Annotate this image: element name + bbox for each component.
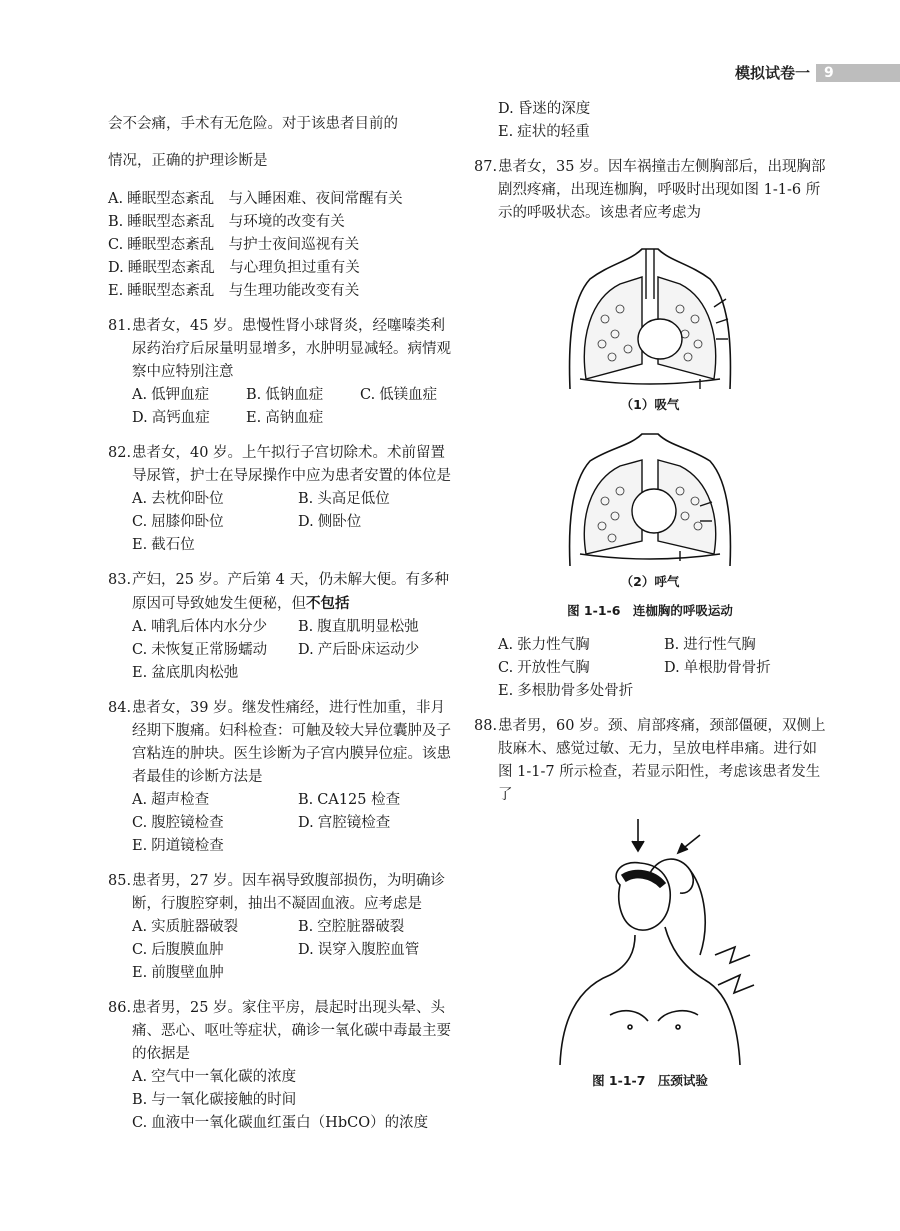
option-d: D. 产后卧床运动少	[298, 641, 420, 658]
question-stem: 85.患者男，27 岁。因车祸导致腹部损伤，为明确诊断，行腹腔穿刺，抽出不凝固血液。应考虑是	[108, 872, 446, 912]
options	[108, 488, 456, 557]
option-d: D. 睡眠型态紊乱 与心理负担过重有关	[108, 259, 360, 276]
option-c: C. 屈膝仰卧位	[132, 513, 224, 530]
option-c: C. 腹腔镜检查	[132, 814, 224, 831]
options	[108, 616, 456, 685]
option-e: E. 前腹壁血肿	[132, 964, 224, 981]
stem-line: 情况，正确的护理诊断是	[108, 153, 268, 169]
option-c: C. 未恢复正常肠蠕动	[132, 641, 268, 658]
option-a: A. 哺乳后体内水分少	[132, 618, 268, 635]
question-88	[474, 715, 826, 1092]
option-b: B. 头高足低位	[298, 490, 390, 507]
option-a: A. 超声检查	[132, 791, 210, 808]
question-81	[108, 315, 456, 430]
exhale-chest-illustration	[550, 426, 750, 566]
option-e: E. 高钠血症	[246, 409, 324, 426]
question-80-continued	[108, 113, 456, 303]
figure-caption: 图 1-1-6 连枷胸的呼吸运动	[567, 603, 733, 618]
options	[108, 1066, 456, 1135]
options	[108, 916, 456, 985]
page-header	[0, 62, 900, 84]
option-b: B. 进行性气胸	[664, 637, 756, 653]
neck-compression-illustration	[540, 815, 760, 1065]
question-85	[108, 870, 456, 985]
option-c: C. 睡眠型态紊乱 与护士夜间巡视有关	[108, 236, 360, 253]
option-d: D. 昏迷的深度	[498, 101, 591, 117]
running-title: 模拟试卷一	[734, 64, 810, 82]
question-83	[108, 569, 456, 685]
question-84	[108, 697, 456, 858]
option-d: D. 侧卧位	[298, 513, 362, 530]
option-d: D. 宫腔镜检查	[298, 814, 391, 831]
right-column	[474, 98, 826, 1104]
options	[474, 634, 826, 703]
option-e: E. 多根肋骨多处骨折	[498, 683, 634, 699]
option-c: C. 开放性气胸	[498, 660, 590, 676]
option-c: C. 血液中一氧化碳血红蛋白（HbCO）的浓度	[132, 1114, 429, 1131]
option-e: E. 睡眠型态紊乱 与生理功能改变有关	[108, 282, 360, 299]
question-stem: 84.患者女，39 岁。继发性痛经，进行性加重，非月经期下腹痛。妇科检查：可触及较大异位囊肿及子宫粘连的肿块。医生诊断为子宫内膜异位症。该患者最佳的诊断方法是	[108, 699, 451, 785]
figure-subcaption-exhale: （2）呼气	[620, 574, 680, 589]
option-b: B. CA125 检查	[298, 791, 401, 808]
option-e: E. 盆底肌肉松弛	[132, 664, 239, 681]
question-stem: 86.患者男，25 岁。家住平房，晨起时出现头晕、头痛、恶心、呕吐等症状，确诊一氧化碳中毒最主要的依据是	[108, 999, 451, 1062]
option-d: D. 单根肋骨骨折	[664, 660, 771, 676]
option-e: E. 阴道镜检查	[132, 837, 224, 854]
options	[474, 98, 826, 144]
page-number-tab	[816, 64, 900, 82]
options	[108, 384, 456, 430]
figure-caption: 图 1-1-7 压颈试验	[592, 1073, 708, 1088]
question-stem: 88.患者男，60 岁。颈、肩部疼痛，颈部僵硬，双侧上肢麻木、感觉过敏、无力，呈放电样串痛。进行如图 1-1-7 所示检查，若显示阳性，考虑该患者发生了	[474, 718, 826, 803]
question-86-continued	[474, 98, 826, 144]
question-stem: 87.患者女，35 岁。因车祸撞击左侧胸部后，出现胸部剧烈疼痛，出现连枷胸，呼吸时出现如图 1-1-6 所示的呼吸状态。该患者应考虑为	[474, 159, 826, 221]
option-a: A. 低钾血症	[132, 386, 210, 403]
question-87	[474, 156, 826, 703]
question-stem: 81.患者女，45 岁。患慢性肾小球肾炎，经噻嗪类利尿药治疗后尿量明显增多，水肿明显减轻。病情观察中应特别注意	[108, 317, 451, 380]
options	[108, 789, 456, 858]
option-c: C. 后腹膜血肿	[132, 941, 224, 958]
option-a: A. 实质脏器破裂	[132, 918, 239, 935]
emphasis-text: 不包括	[306, 594, 350, 612]
option-a: A. 睡眠型态紊乱 与入睡困难、夜间常醒有关	[108, 190, 403, 207]
question-82	[108, 442, 456, 557]
inhale-chest-illustration	[550, 239, 750, 389]
option-b: B. 睡眠型态紊乱 与环境的改变有关	[108, 213, 345, 230]
option-b: B. 与一氧化碳接触的时间	[132, 1091, 297, 1108]
option-d: D. 高钙血症	[132, 409, 210, 426]
option-d: D. 误穿入腹腔血管	[298, 941, 420, 958]
question-stem: 83.产妇，25 岁。产后第 4 天，仍未解大便。有多种原因可导致她发生便秘，但不包括	[108, 571, 450, 612]
page-number: 9	[824, 65, 834, 81]
option-c: C. 低镁血症	[360, 386, 438, 403]
option-a: A. 空气中一氧化碳的浓度	[132, 1068, 297, 1085]
option-e: E. 截石位	[132, 536, 195, 553]
figure-neck-compression-test	[474, 815, 826, 1092]
option-a: A. 张力性气胸	[498, 637, 590, 653]
question-86	[108, 997, 456, 1135]
figure-subcaption-inhale: （1）吸气	[620, 397, 680, 412]
option-e: E. 症状的轻重	[498, 124, 590, 140]
left-column	[108, 98, 456, 1147]
option-b: B. 腹直肌明显松弛	[298, 618, 419, 635]
options	[108, 188, 456, 303]
option-b: B. 空腔脏器破裂	[298, 918, 405, 935]
stem-line: 会不会痛，手术有无危险。对于该患者目前的	[108, 115, 398, 132]
question-stem: 82.患者女，40 岁。上午拟行子宫切除术。术前留置导尿管，护士在导尿操作中应为患者安置的体位是	[108, 444, 451, 484]
figure-flail-chest	[474, 239, 826, 622]
option-a: A. 去枕仰卧位	[132, 490, 224, 507]
option-b: B. 低钠血症	[246, 386, 324, 403]
